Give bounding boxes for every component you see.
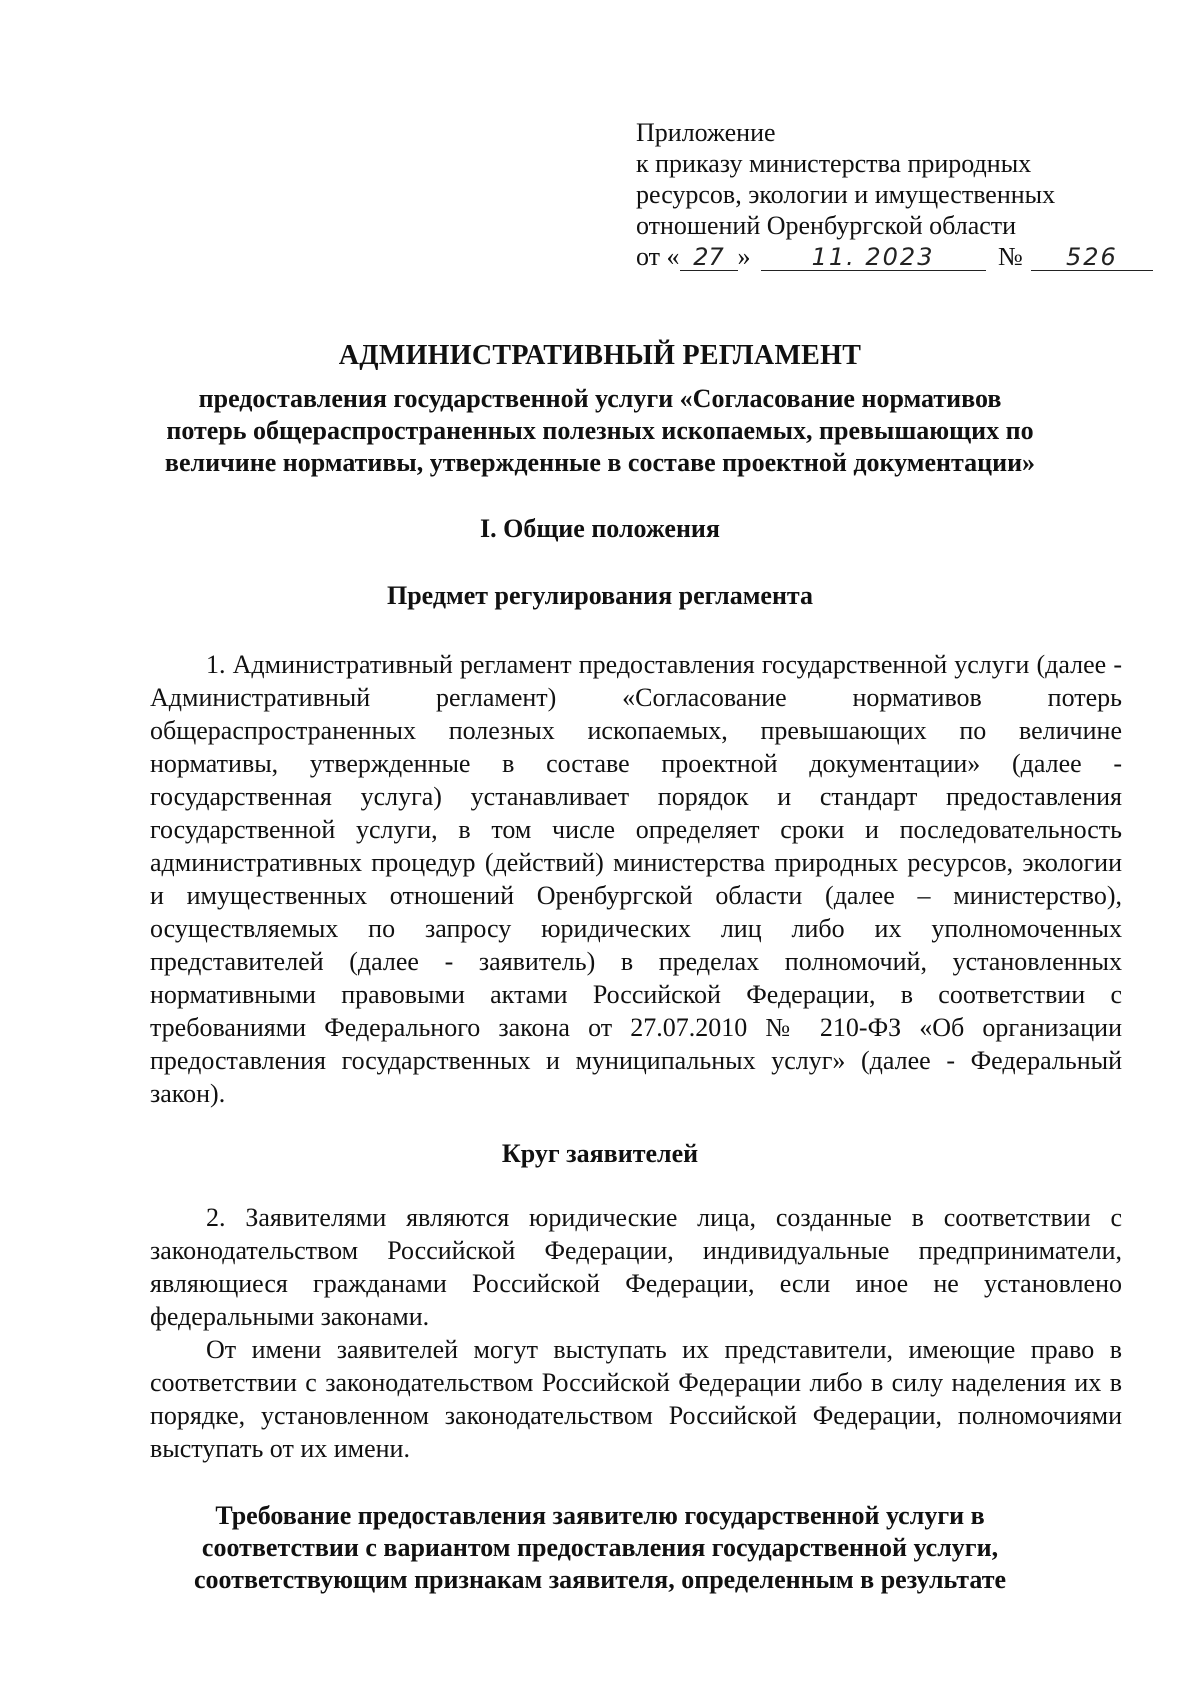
number-label: № <box>998 242 1023 271</box>
subtitle-line: предоставления государственной услуги «Согласование нормативов <box>198 384 1002 413</box>
subsection-heading-requirement <box>0 1500 1200 1596</box>
appendix-label: Приложение <box>636 118 776 147</box>
subsection-heading-subject: Предмет регулирования регламента <box>386 581 814 610</box>
appendix-ministry-line: ресурсов, экологии и имущественных <box>636 180 1056 209</box>
handwritten-order-number: 526 <box>1031 244 1153 271</box>
paragraph-3: От имени заявителей могут выступать их представители, имеющие право в соответствии с законодательством Российской Федерации либо в силу наделения их в порядке, установленном законодательством Российской Федерации, полномочиями выступать от их имени. <box>150 1335 1122 1463</box>
document-title: АДМИНИСТРАТИВНЫЙ РЕГЛАМЕНТ <box>338 340 862 371</box>
subtitle-line: потерь общераспространенных полезных ископаемых, превышающих по <box>166 416 1034 445</box>
date-close: » <box>737 242 751 271</box>
requirement-heading-line: соответствующим признакам заявителя, определенным в результате <box>193 1565 1007 1594</box>
appendix-block <box>636 117 1136 272</box>
subsection-heading-applicants: Круг заявителей <box>501 1139 699 1168</box>
appendix-order-line: к приказу министерства природных <box>636 149 1032 178</box>
subtitle-line: величине нормативы, утвержденные в составе проектной документации» <box>164 448 1036 477</box>
handwritten-month-year: 11. 2023 <box>761 244 986 271</box>
document-subtitle <box>0 383 1200 479</box>
requirement-heading-line: соответствии с вариантом предоставления государственной услуги, <box>201 1533 999 1562</box>
appendix-region-line: отношений Оренбургской области <box>636 211 1017 240</box>
handwritten-day: 27 <box>680 244 738 271</box>
paragraph-2: 2. Заявителями являются юридические лица, созданные в соответствии с законодательством Российской Федерации, индивидуальные предприниматели, являющиеся гражданами Российской Федерации, если иное не установлено федеральными законами. <box>150 1203 1122 1331</box>
appendix-date-line <box>636 241 1136 272</box>
requirement-heading-line: Требование предоставления заявителю государственной услуги в <box>215 1501 985 1530</box>
date-prefix: от « <box>636 242 680 271</box>
paragraph-1: 1. Административный регламент предоставления государственной услуги (далее - Административный регламент) «Согласование нормативов потерь общераспространенных полезных ископаемых, превышающих по величине нормативы, утвержденные в составе проектной документации» (далее - государственная услуга) устанавливает порядок и стандарт предоставления государственной услуги, в том числе определяет сроки и последовательность административных процедур (действий) министерства природных ресурсов, экологии и имущественных отношений Оренбургской области (далее – министерство), осуществляемых по запросу юридических лиц либо их уполномоченных представителей (далее - заявитель) в пределах полномочий, установленных нормативными правовыми актами Российской Федерации, в соответствии с требованиями Федерального закона от 27.07.2010 № 210-ФЗ «Об организации предоставления государственных и муниципальных услуг» (далее - Федеральный закон). <box>150 650 1122 1108</box>
section-heading: I. Общие положения <box>480 514 720 543</box>
